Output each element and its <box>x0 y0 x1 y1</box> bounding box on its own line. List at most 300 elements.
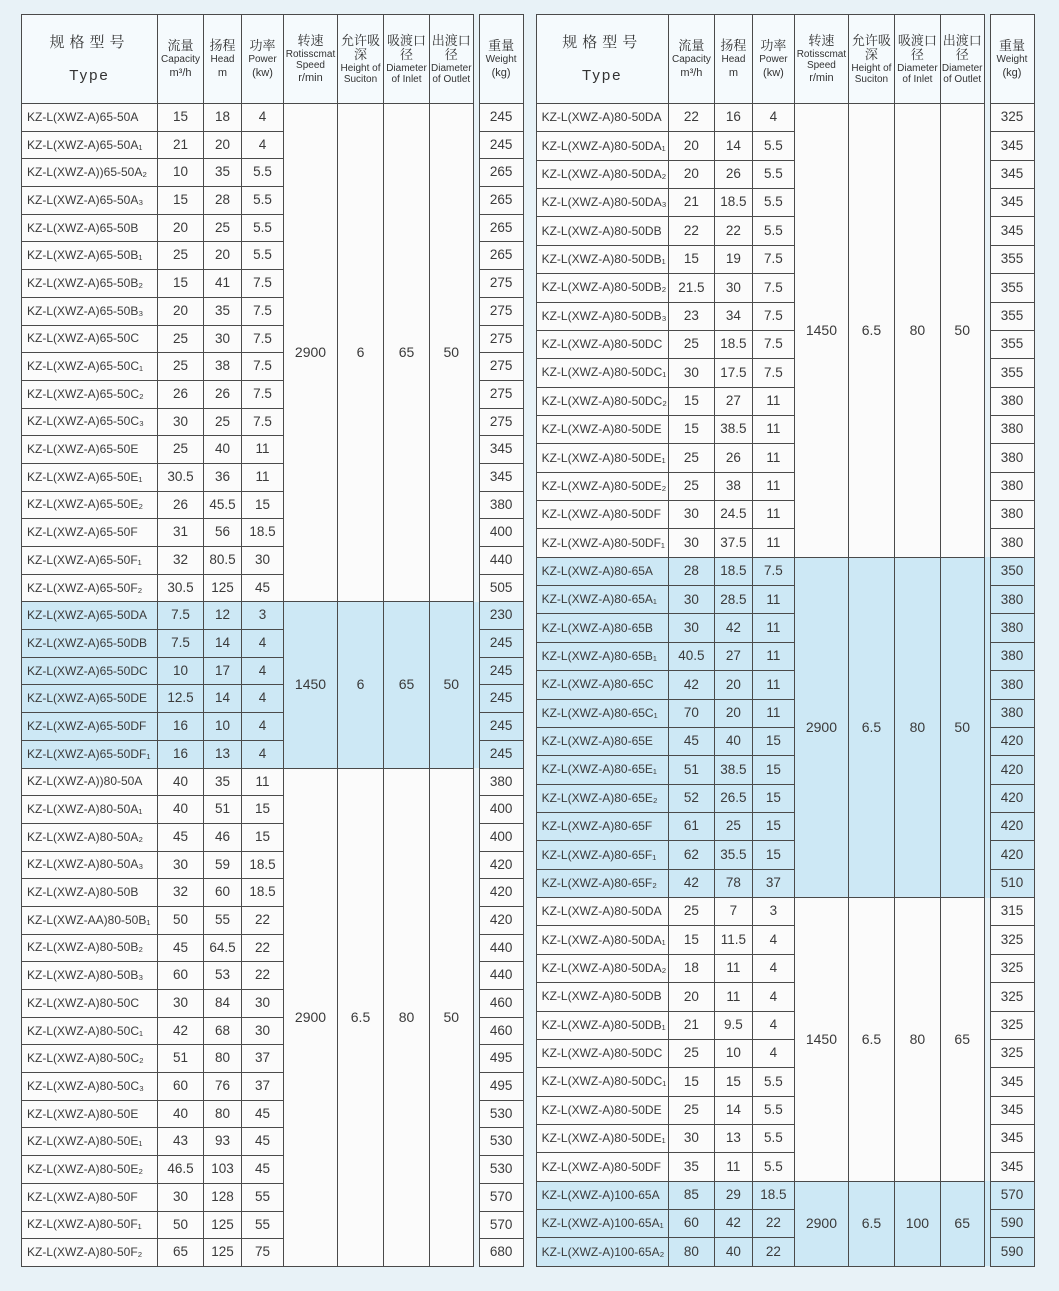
type-cell: KZ-L(XWZ-A)80-50DF <box>536 501 668 529</box>
col-header-head <box>714 15 752 104</box>
header-label-en: Weight <box>485 54 517 66</box>
header-label-en: Diameter of Outlet <box>431 62 472 85</box>
power-cell: 5.5 <box>242 159 284 187</box>
head-cell: 27 <box>714 642 752 670</box>
type-cell: KZ-L(XWZ-A)65-50F₂ <box>22 574 158 602</box>
head-cell: 51 <box>204 796 242 824</box>
weight-cell: 345 <box>990 1153 1034 1181</box>
power-cell: 7.5 <box>752 302 794 330</box>
capacity-cell: 25 <box>668 472 714 500</box>
type-cell: KZ-L(XWZ-A)80-50E <box>22 1100 158 1128</box>
type-cell: KZ-L(XWZ-AA)80-50B₁ <box>22 906 158 934</box>
type-cell: KZ-L(XWZ-A)80-50DC <box>536 330 668 358</box>
type-cell: KZ-L(XWZ-A)65-50DE <box>22 685 158 713</box>
head-cell: 26.5 <box>714 784 752 812</box>
weight-cell: 245 <box>479 685 523 713</box>
power-cell: 7.5 <box>752 245 794 273</box>
head-cell: 18.5 <box>714 330 752 358</box>
head-cell: 64.5 <box>204 934 242 962</box>
capacity-cell: 30.5 <box>158 574 204 602</box>
type-cell: KZ-L(XWZ-A)80-50DA₁ <box>536 132 668 160</box>
capacity-cell: 40.5 <box>668 642 714 670</box>
head-cell: 41 <box>204 270 242 298</box>
col-header-type <box>536 15 668 104</box>
header-unit: r/min <box>809 72 834 85</box>
capacity-cell: 45 <box>668 727 714 755</box>
header-label-cn: 规格型号 <box>562 34 643 52</box>
head-cell: 11 <box>714 983 752 1011</box>
weight-cell: 420 <box>990 812 1034 840</box>
type-cell: KZ-L(XWZ-A)80-65C₁ <box>536 699 668 727</box>
col-header-capacity <box>668 15 714 104</box>
type-cell: KZ-L(XWZ-A)80-65E <box>536 727 668 755</box>
power-cell: 18.5 <box>242 879 284 907</box>
header-label-cn: 扬程 <box>720 38 747 54</box>
capacity-cell: 40 <box>158 768 204 796</box>
capacity-cell: 21.5 <box>668 274 714 302</box>
power-cell: 37 <box>242 1073 284 1101</box>
weight-cell: 265 <box>479 242 523 270</box>
header-label-en: Diameter of Inlet <box>386 62 427 85</box>
capacity-cell: 50 <box>158 1211 204 1239</box>
capacity-cell: 15 <box>158 104 204 132</box>
header-row <box>22 15 524 104</box>
weight-cell: 245 <box>479 740 523 768</box>
head-cell: 11 <box>714 1153 752 1181</box>
head-cell: 10 <box>714 1039 752 1067</box>
weight-cell: 510 <box>990 869 1034 897</box>
header-label-en: Rotisscmat Speed <box>796 48 847 71</box>
weight-cell: 245 <box>479 630 523 658</box>
capacity-cell: 10 <box>158 657 204 685</box>
power-cell: 4 <box>242 104 284 132</box>
head-cell: 38.5 <box>714 415 752 443</box>
type-cell: KZ-L(XWZ-A)80-50F₁ <box>22 1211 158 1239</box>
type-cell: KZ-L(XWZ-A)80-50E₂ <box>22 1156 158 1184</box>
power-cell: 30 <box>242 547 284 575</box>
weight-cell: 345 <box>990 160 1034 188</box>
weight-cell: 440 <box>479 934 523 962</box>
weight-cell: 570 <box>990 1181 1034 1209</box>
head-cell: 35.5 <box>714 841 752 869</box>
head-cell: 55 <box>204 906 242 934</box>
type-cell: KZ-L(XWZ-A)65-50F <box>22 519 158 547</box>
weight-cell: 245 <box>479 131 523 159</box>
head-cell: 14 <box>204 685 242 713</box>
weight-cell: 325 <box>990 1011 1034 1039</box>
power-cell: 11 <box>752 387 794 415</box>
type-cell: KZ-L(XWZ-A)65-50E₁ <box>22 463 158 491</box>
weight-cell: 345 <box>990 132 1034 160</box>
header-label-en: Height of Suciton <box>340 62 381 85</box>
capacity-cell: 61 <box>668 812 714 840</box>
power-cell: 5.5 <box>752 1124 794 1152</box>
type-cell: KZ-L(XWZ-A)65-50F₁ <box>22 547 158 575</box>
type-cell: KZ-L(XWZ-A)65-50DB <box>22 630 158 658</box>
capacity-cell: 30 <box>668 614 714 642</box>
head-cell: 20 <box>714 699 752 727</box>
power-cell: 11 <box>752 472 794 500</box>
head-cell: 11.5 <box>714 926 752 954</box>
type-cell: KZ-L(XWZ-A)80-50A₁ <box>22 796 158 824</box>
head-cell: 38.5 <box>714 756 752 784</box>
type-cell: KZ-L(XWZ-A)65-50C₃ <box>22 408 158 436</box>
suction-height-cell: 6.5 <box>338 768 384 1266</box>
header-label-en: Capacity <box>161 54 200 66</box>
weight-cell: 420 <box>479 879 523 907</box>
header-label-cn: 功率 <box>760 38 787 54</box>
weight-cell: 400 <box>479 823 523 851</box>
type-cell: KZ-L(XWZ-A)80-50DA₂ <box>536 954 668 982</box>
header-label-en: Type <box>69 66 110 84</box>
header-label-cn: 吸渡口径 <box>386 32 426 62</box>
weight-cell: 680 <box>479 1239 523 1267</box>
spec-table-right <box>536 14 1035 1267</box>
col-header-speed <box>794 15 848 104</box>
capacity-cell: 20 <box>668 160 714 188</box>
head-cell: 18.5 <box>714 189 752 217</box>
capacity-cell: 42 <box>668 869 714 897</box>
weight-cell: 380 <box>990 387 1034 415</box>
head-cell: 24.5 <box>714 501 752 529</box>
capacity-cell: 25 <box>158 242 204 270</box>
speed-cell: 2900 <box>794 557 848 897</box>
capacity-cell: 46.5 <box>158 1156 204 1184</box>
type-cell: KZ-L(XWZ-A)80-50DE <box>536 1096 668 1124</box>
type-cell: KZ-L(XWZ-A)65-50A₁ <box>22 131 158 159</box>
weight-cell: 380 <box>990 671 1034 699</box>
capacity-cell: 25 <box>668 1039 714 1067</box>
weight-cell: 380 <box>990 586 1034 614</box>
type-cell: KZ-L(XWZ-A)100-65A₂ <box>536 1238 668 1266</box>
type-cell: KZ-L(XWZ-A)80-50DA₂ <box>536 160 668 188</box>
table-row <box>536 104 1034 132</box>
header-label-cn: 转速 <box>297 32 324 48</box>
power-cell: 55 <box>242 1211 284 1239</box>
type-cell: KZ-L(XWZ-A)80-50DE₂ <box>536 472 668 500</box>
header-label-cn: 流量 <box>167 38 194 54</box>
type-cell: KZ-L(XWZ-A)80-50DA <box>536 898 668 926</box>
weight-cell: 265 <box>479 159 523 187</box>
weight-cell: 440 <box>479 547 523 575</box>
power-cell: 5.5 <box>752 160 794 188</box>
head-cell: 125 <box>204 1211 242 1239</box>
capacity-cell: 15 <box>158 187 204 215</box>
capacity-cell: 60 <box>158 1073 204 1101</box>
type-cell: KZ-L(XWZ-A)80-50DB₁ <box>536 245 668 273</box>
power-cell: 5.5 <box>752 132 794 160</box>
capacity-cell: 62 <box>668 841 714 869</box>
power-cell: 75 <box>242 1239 284 1267</box>
head-cell: 84 <box>204 990 242 1018</box>
power-cell: 4 <box>752 954 794 982</box>
col-header-speed <box>284 15 338 104</box>
power-cell: 5.5 <box>242 242 284 270</box>
weight-cell: 420 <box>479 851 523 879</box>
type-cell: KZ-L(XWZ-A)80-50DA₁ <box>536 926 668 954</box>
weight-cell: 265 <box>479 214 523 242</box>
weight-cell: 345 <box>990 1096 1034 1124</box>
capacity-cell: 42 <box>158 1017 204 1045</box>
type-cell: KZ-L(XWZ-A)80-50B₂ <box>22 934 158 962</box>
weight-cell: 275 <box>479 380 523 408</box>
type-cell: KZ-L(XWZ-A)80-65F₁ <box>536 841 668 869</box>
power-cell: 11 <box>752 415 794 443</box>
type-cell: KZ-L(XWZ-A)80-50F₂ <box>22 1239 158 1267</box>
power-cell: 45 <box>242 574 284 602</box>
power-cell: 11 <box>242 768 284 796</box>
table-row <box>536 557 1034 585</box>
head-cell: 42 <box>714 614 752 642</box>
head-cell: 80.5 <box>204 547 242 575</box>
head-cell: 125 <box>204 1239 242 1267</box>
capacity-cell: 25 <box>158 353 204 381</box>
weight-cell: 530 <box>479 1128 523 1156</box>
head-cell: 14 <box>714 1096 752 1124</box>
type-cell: KZ-L(XWZ-A)65-50B <box>22 214 158 242</box>
power-cell: 5.5 <box>242 214 284 242</box>
power-cell: 4 <box>752 1039 794 1067</box>
type-cell: KZ-L(XWZ-A)80-50DE₁ <box>536 444 668 472</box>
power-cell: 4 <box>242 685 284 713</box>
capacity-cell: 23 <box>668 302 714 330</box>
weight-cell: 570 <box>479 1211 523 1239</box>
table-row <box>22 104 524 132</box>
outlet-diameter-cell: 50 <box>940 104 984 558</box>
col-header-weight <box>990 15 1034 104</box>
header-label-cn: 出渡口径 <box>942 32 982 62</box>
head-cell: 40 <box>204 436 242 464</box>
weight-cell: 380 <box>990 415 1034 443</box>
power-cell: 11 <box>752 614 794 642</box>
power-cell: 5.5 <box>242 187 284 215</box>
head-cell: 18.5 <box>714 557 752 585</box>
capacity-cell: 30 <box>158 408 204 436</box>
head-cell: 68 <box>204 1017 242 1045</box>
type-cell: KZ-L(XWZ-A)80-65B <box>536 614 668 642</box>
weight-cell: 380 <box>990 614 1034 642</box>
spec-table-left <box>21 14 524 1267</box>
header-label-cn: 扬程 <box>209 38 236 54</box>
weight-cell: 345 <box>990 217 1034 245</box>
inlet-diameter-cell: 65 <box>384 602 430 768</box>
head-cell: 103 <box>204 1156 242 1184</box>
power-cell: 11 <box>752 586 794 614</box>
type-cell: KZ-L(XWZ-A)80-65F <box>536 812 668 840</box>
inlet-diameter-cell: 80 <box>894 898 940 1182</box>
head-cell: 45.5 <box>204 491 242 519</box>
capacity-cell: 15 <box>668 245 714 273</box>
type-cell: KZ-L(XWZ-A)80-50C₂ <box>22 1045 158 1073</box>
capacity-cell: 43 <box>158 1128 204 1156</box>
type-cell: KZ-L(XWZ-A)80-65A <box>536 557 668 585</box>
type-cell: KZ-L(XWZ-A)80-50DF <box>536 1153 668 1181</box>
power-cell: 4 <box>752 104 794 132</box>
power-cell: 11 <box>752 529 794 557</box>
type-cell: KZ-L(XWZ-A)80-50DB <box>536 217 668 245</box>
weight-cell: 345 <box>990 1068 1034 1096</box>
power-cell: 22 <box>242 906 284 934</box>
type-cell: KZ-L(XWZ-A)65-50DF₁ <box>22 740 158 768</box>
capacity-cell: 20 <box>158 214 204 242</box>
power-cell: 45 <box>242 1128 284 1156</box>
type-cell: KZ-L(XWZ-A)80-65F₂ <box>536 869 668 897</box>
header-label-cn: 重量 <box>488 38 515 54</box>
capacity-cell: 15 <box>668 415 714 443</box>
head-cell: 40 <box>714 727 752 755</box>
type-cell: KZ-L(XWZ-A)80-50C₁ <box>22 1017 158 1045</box>
head-cell: 60 <box>204 879 242 907</box>
power-cell: 5.5 <box>752 1096 794 1124</box>
capacity-cell: 45 <box>158 934 204 962</box>
speed-cell: 1450 <box>794 898 848 1182</box>
header-label-cn: 吸渡口径 <box>897 32 937 62</box>
col-header-inlet <box>894 15 940 104</box>
head-cell: 59 <box>204 851 242 879</box>
type-cell: KZ-L(XWZ-A)65-50C <box>22 325 158 353</box>
power-cell: 11 <box>242 463 284 491</box>
power-cell: 11 <box>752 501 794 529</box>
head-cell: 16 <box>714 104 752 132</box>
weight-cell: 245 <box>479 713 523 741</box>
weight-cell: 380 <box>990 699 1034 727</box>
capacity-cell: 30 <box>668 529 714 557</box>
power-cell: 4 <box>752 926 794 954</box>
capacity-cell: 30 <box>668 359 714 387</box>
head-cell: 38 <box>714 472 752 500</box>
type-cell: KZ-L(XWZ-A)80-50DA <box>536 104 668 132</box>
weight-cell: 325 <box>990 1039 1034 1067</box>
type-cell: KZ-L(XWZ-A)65-50B₁ <box>22 242 158 270</box>
weight-cell: 380 <box>990 444 1034 472</box>
weight-cell: 380 <box>479 768 523 796</box>
capacity-cell: 30 <box>668 586 714 614</box>
weight-cell: 420 <box>479 906 523 934</box>
header-label-cn: 允许吸深 <box>340 32 380 62</box>
weight-cell: 315 <box>990 898 1034 926</box>
col-header-suction <box>338 15 384 104</box>
power-cell: 3 <box>242 602 284 630</box>
table-row <box>22 768 524 796</box>
power-cell: 55 <box>242 1183 284 1211</box>
header-label-en: Capacity <box>671 54 711 66</box>
type-cell: KZ-L(XWZ-A)80-50DB₂ <box>536 274 668 302</box>
weight-cell: 325 <box>990 926 1034 954</box>
type-cell: KZ-L(XWZ-A)80-50DA₃ <box>536 189 668 217</box>
power-cell: 22 <box>242 962 284 990</box>
capacity-cell: 20 <box>668 132 714 160</box>
type-cell: KZ-L(XWZ-A)65-50C₁ <box>22 353 158 381</box>
power-cell: 22 <box>242 934 284 962</box>
weight-cell: 355 <box>990 330 1034 358</box>
header-label-cn: 出渡口径 <box>431 32 471 62</box>
weight-cell: 275 <box>479 270 523 298</box>
weight-cell: 325 <box>990 104 1034 132</box>
power-cell: 18.5 <box>242 519 284 547</box>
capacity-cell: 30 <box>158 851 204 879</box>
capacity-cell: 45 <box>158 823 204 851</box>
type-cell: KZ-L(XWZ-A)80-50DC <box>536 1039 668 1067</box>
speed-cell: 1450 <box>284 602 338 768</box>
head-cell: 25 <box>714 812 752 840</box>
capacity-cell: 28 <box>668 557 714 585</box>
type-cell: KZ-L(XWZ-A)80-50A₃ <box>22 851 158 879</box>
capacity-cell: 30.5 <box>158 463 204 491</box>
weight-cell: 245 <box>479 104 523 132</box>
weight-cell: 590 <box>990 1238 1034 1266</box>
capacity-cell: 30 <box>668 501 714 529</box>
power-cell: 4 <box>242 131 284 159</box>
type-cell: KZ-L(XWZ-A)80-65E₂ <box>536 784 668 812</box>
power-cell: 5.5 <box>752 189 794 217</box>
weight-cell: 230 <box>479 602 523 630</box>
head-cell: 20 <box>714 671 752 699</box>
type-cell: KZ-L(XWZ-A)80-50C₃ <box>22 1073 158 1101</box>
capacity-cell: 15 <box>668 1068 714 1096</box>
header-unit: m³/h <box>169 66 192 79</box>
capacity-cell: 65 <box>158 1239 204 1267</box>
weight-cell: 420 <box>990 841 1034 869</box>
header-label-en: Power <box>759 54 788 66</box>
head-cell: 27 <box>714 387 752 415</box>
weight-cell: 495 <box>479 1045 523 1073</box>
suction-height-cell: 6.5 <box>848 898 894 1182</box>
power-cell: 7.5 <box>242 270 284 298</box>
table-row <box>536 1181 1034 1209</box>
type-cell: KZ-L(XWZ-A)65-50B₃ <box>22 297 158 325</box>
head-cell: 38 <box>204 353 242 381</box>
power-cell: 11 <box>752 671 794 699</box>
header-unit: r/min <box>298 72 323 85</box>
head-cell: 76 <box>204 1073 242 1101</box>
power-cell: 15 <box>242 823 284 851</box>
type-cell: KZ-L(XWZ-A)65-50C₂ <box>22 380 158 408</box>
type-cell: KZ-L(XWZ-A)65-50E <box>22 436 158 464</box>
header-unit: (kw) <box>252 66 273 79</box>
capacity-cell: 40 <box>158 1100 204 1128</box>
outlet-diameter-cell: 65 <box>940 898 984 1182</box>
capacity-cell: 30 <box>158 1183 204 1211</box>
type-cell: KZ-L(XWZ-A)65-50E₂ <box>22 491 158 519</box>
weight-cell: 505 <box>479 574 523 602</box>
capacity-cell: 42 <box>668 671 714 699</box>
header-unit: m <box>217 66 228 79</box>
power-cell: 4 <box>752 983 794 1011</box>
table-row <box>536 898 1034 926</box>
power-cell: 18.5 <box>242 851 284 879</box>
header-label-en: Power <box>248 54 277 66</box>
weight-cell: 570 <box>479 1183 523 1211</box>
power-cell: 11 <box>752 699 794 727</box>
power-cell: 45 <box>242 1100 284 1128</box>
head-cell: 18 <box>204 104 242 132</box>
header-unit: m <box>728 66 738 79</box>
head-cell: 26 <box>714 160 752 188</box>
power-cell: 7.5 <box>752 274 794 302</box>
head-cell: 28.5 <box>714 586 752 614</box>
header-label-cn: 流量 <box>678 38 705 54</box>
weight-cell: 345 <box>479 436 523 464</box>
capacity-cell: 51 <box>158 1045 204 1073</box>
head-cell: 9.5 <box>714 1011 752 1039</box>
col-header-capacity <box>158 15 204 104</box>
power-cell: 7.5 <box>242 380 284 408</box>
weight-cell: 400 <box>479 519 523 547</box>
capacity-cell: 26 <box>158 380 204 408</box>
capacity-cell: 7.5 <box>158 602 204 630</box>
power-cell: 11 <box>752 444 794 472</box>
capacity-cell: 40 <box>158 796 204 824</box>
